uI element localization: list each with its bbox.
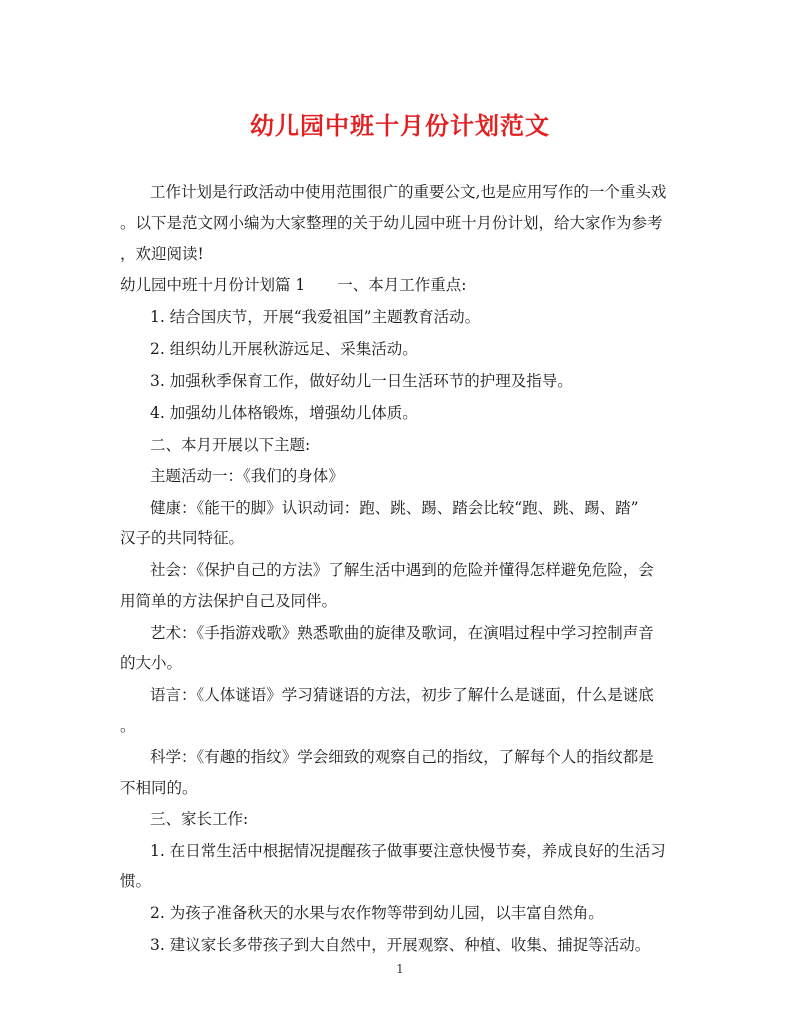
intro-line-2: 。以下是范文网小编为大家整理的关于幼儿园中班十月份计划，给大家作为参考 (120, 214, 663, 232)
document-title: 幼儿园中班十月份计划范文 (250, 111, 550, 140)
section2-heading: 二、本月开展以下主题: (150, 436, 311, 454)
page-number: 1 (396, 962, 404, 976)
science-line-1: 科学：《有趣的指纹》学会细致的观察自己的指纹，了解每个人的指纹都是 (150, 748, 654, 766)
society-line-2: 用简单的方法保护自己及同伴。 (120, 592, 338, 610)
section1-heading: 幼儿园中班十月份计划篇 1 (120, 276, 306, 294)
list-item: 3. 建议家长多带孩子到大自然中，开展观察、种植、收集、捕捉等活动。 (150, 936, 651, 954)
intro-line-3: ，欢迎阅读! (120, 245, 204, 263)
list-item-continuation: 惯。 (120, 872, 152, 890)
list-item: 3. 加强秋季保育工作，做好幼儿一日生活环节的护理及指导。 (150, 372, 573, 390)
theme-title: 主题活动一：《我们的身体》 (150, 467, 344, 485)
health-line-2: 汉子的共同特征。 (120, 529, 245, 547)
list-item: 1. 结合国庆节，开展“我爱祖国”主题教育活动。 (150, 308, 481, 326)
art-line-2: 的大小。 (120, 654, 183, 672)
list-item: 2. 组织幼儿开展秋游远足、采集活动。 (150, 340, 418, 358)
health-line-1: 健康：《能干的脚》认识动词：跑、跳、踢、踏会比较“跑、跳、踢、踏” (150, 499, 639, 517)
list-item: 4. 加强幼儿体格锻炼，增强幼儿体质。 (150, 404, 418, 422)
section1-subheading: 一、本月工作重点: (337, 276, 467, 294)
section3-heading: 三、家长工作: (150, 810, 249, 828)
science-line-2: 不相同的。 (120, 779, 198, 797)
language-line-1: 语言：《人体谜语》学习猜谜语的方法，初步了解什么是谜面，什么是谜底 (150, 686, 654, 704)
art-line-1: 艺术：《手指游戏歌》熟悉歌曲的旋律及歌词，在演唱过程中学习控制声音 (150, 624, 654, 642)
list-item: 2. 为孩子准备秋天的水果与农作物等带到幼儿园，以丰富自然角。 (150, 904, 604, 922)
intro-line-1: 工作计划是行政活动中使用范围很广的重要公文,也是应用写作的一个重头戏 (150, 183, 667, 201)
language-line-2: 。 (120, 717, 136, 735)
society-line-1: 社会：《保护自己的方法》了解生活中遇到的危险并懂得怎样避免危险，会 (150, 561, 654, 579)
section1-heading-row (120, 274, 467, 296)
list-item: 1. 在日常生活中根据情况提醒孩子做事要注意快慢节奏，养成良好的生活习 (150, 842, 666, 860)
